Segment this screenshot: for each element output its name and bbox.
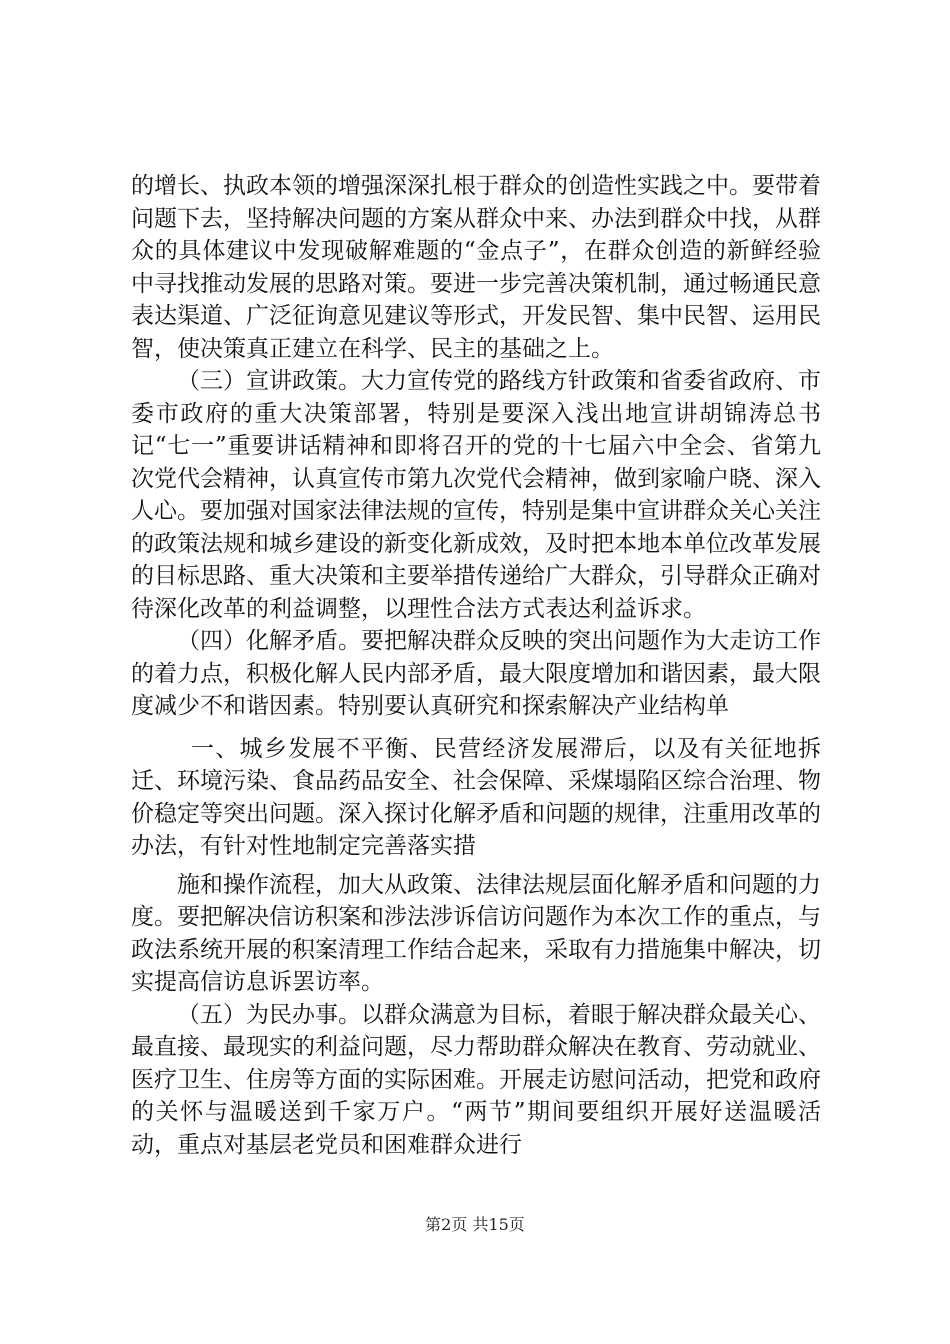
document-body (131, 170, 821, 1161)
paragraph-problems: 一、城乡发展不平衡、民营经济发展滞后，以及有关征地拆迁、环境污染、食品药品安全、社会保障、采煤塌陷区综合治理、物价稳定等突出问题。深入探讨化解矛盾和问题的规律，注重用改革的办法，有针对性地制定完善落实措 (131, 735, 821, 859)
paragraph-section-3: （三）宣讲政策。大力宣传党的路线方针政策和省委省政府、市委市政府的重大决策部署，特别是要深入浅出地宣讲胡锦涛总书记“七一”重要讲话精神和即将召开的党的十七届六中全会、省第九次党代会精神，认真宣传市第九次党代会精神，做到家喻户晓、深入人心。要加强对国家法律法规的宣传，特别是集中宣讲群众关心关注的政策法规和城乡建设的新变化新成效，及时把本地本单位改革发展的目标思路、重大决策和主要举措传递给广大群众，引导群众正确对待深化改革的利益调整，以理性合法方式表达利益诉求。 (131, 368, 821, 622)
page-number-footer: 第2页 共15页 (425, 1215, 525, 1234)
paragraph-section-5: （五）为民办事。以群众满意为目标，着眼于解决群众最关心、最直接、最现实的利益问题，尽力帮助群众解决在教育、劳动就业、医疗卫生、住房等方面的实际困难。开展走访慰问活动，把党和政府的关怀与温暖送到千家万户。“两节”期间要组织开展好送温暖活动，重点对基层老党员和困难群众进行 (131, 1001, 821, 1158)
paragraph-continuation: 的增长、执政本领的增强深深扎根于群众的创造性实践之中。要带着问题下去，坚持解决问题的方案从群众中来、办法到群众中找，从群众的具体建议中发现破解难题的“金点子”，在群众创造的新鲜经验中寻找推动发展的思路对策。要进一步完善决策机制，通过畅通民意表达渠道、广泛征询意见建议等形式，开发民智、集中民智、运用民智，使决策真正建立在科学、民主的基础之上。 (131, 173, 821, 362)
paragraph-measures: 施和操作流程，加大从政策、法律法规层面化解矛盾和问题的力度。要把解决信访积案和涉法涉诉信访问题作为本次工作的重点，与政法系统开展的积案清理工作结合起来，采取有力措施集中解决，切实提高信访息诉罢访率。 (131, 871, 821, 995)
paragraph-section-4: （四）化解矛盾。要把解决群众反映的突出问题作为大走访工作的着力点，积极化解人民内部矛盾，最大限度增加和谐因素，最大限度减少不和谐因素。特别要认真研究和探索解决产业结构单 (131, 628, 821, 719)
